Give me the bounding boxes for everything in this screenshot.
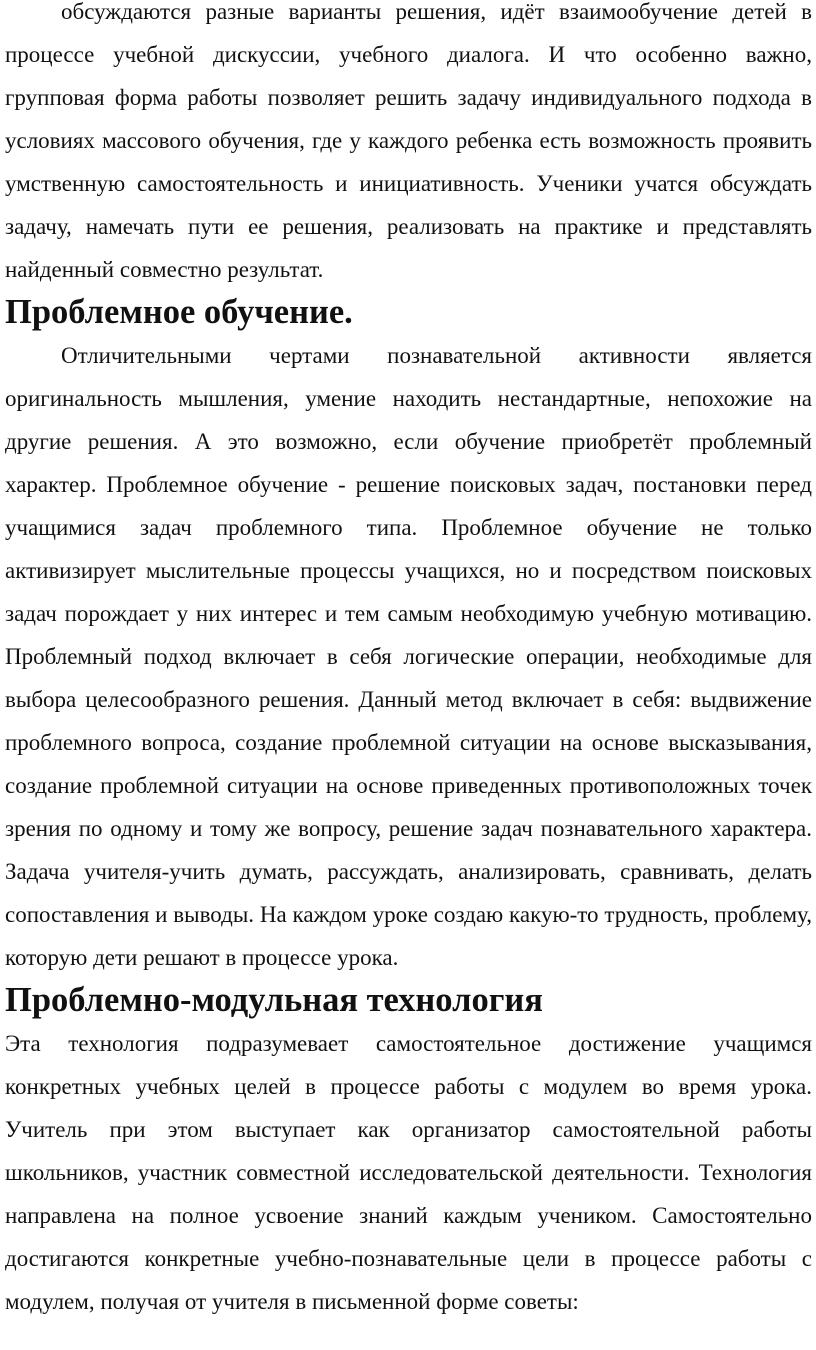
heading-problem-modular-technology: Проблемно-модульная технология xyxy=(5,981,543,1019)
heading-problem-learning: Проблемное обучение. xyxy=(5,293,353,331)
paragraph-problem-modular-technology: Эта технология подразумевает самостоятельное достижение учащимся конкретных учебных целей в процессе работы с модулем во время урока. Учитель при этом выступает как организатор самостоятельной работы школьников, участник совместной исследовательской деятельности. Технология направлена на полное усвоение знаний каждым учеником. Самостоятельно достигаются конкретные учебно-познавательные цели в процессе работы с модулем, получая от учителя в письменной форме советы: xyxy=(5,1031,812,1314)
paragraph-problem-learning: Отличительными чертами познавательной активности является оригинальность мышления, умение находить нестандартные, непохожие на другие решения. А это возможно, если обучение приобретёт проблемный характер. Проблемное обучение - решение поисковых задач, постановки перед учащимися задач проблемного типа. Проблемное обучение не только активизирует мыслительные процессы учащихся, но и посредством поисковых задач порождает у них интерес и тем самым необходимую учебную мотивацию. Проблемный подход включает в себя логические операции, необходимые для выбора целесообразного решения. Данный метод включает в себя: выдвижение проблемного вопроса, создание проблемной ситуации на основе высказывания, создание проблемной ситуации на основе приведенных противоположных точек зрения по одному и тому же вопросу, решение задач познавательного характера. Задача учителя-учить думать, рассуждать, анализировать, сравнивать, делать сопоставления и выводы. На каждом уроке создаю какую-то трудность, проблему, которую дети решают в процессе урока. xyxy=(5,343,812,970)
paragraph-group-work-continuation: обсуждаются разные варианты решения, идёт взаимообучение детей в процессе учебной дискуссии, учебного диалога. И что особенно важно, групповая форма работы позволяет решить задачу индивидуального подхода в условиях массового обучения, где у каждого ребенка есть возможность проявить умственную самостоятельность и инициативность. Ученики учатся обсуждать задачу, намечать пути ее решения, реализовать на практике и представлять найденный совместно результат. xyxy=(5,0,812,282)
